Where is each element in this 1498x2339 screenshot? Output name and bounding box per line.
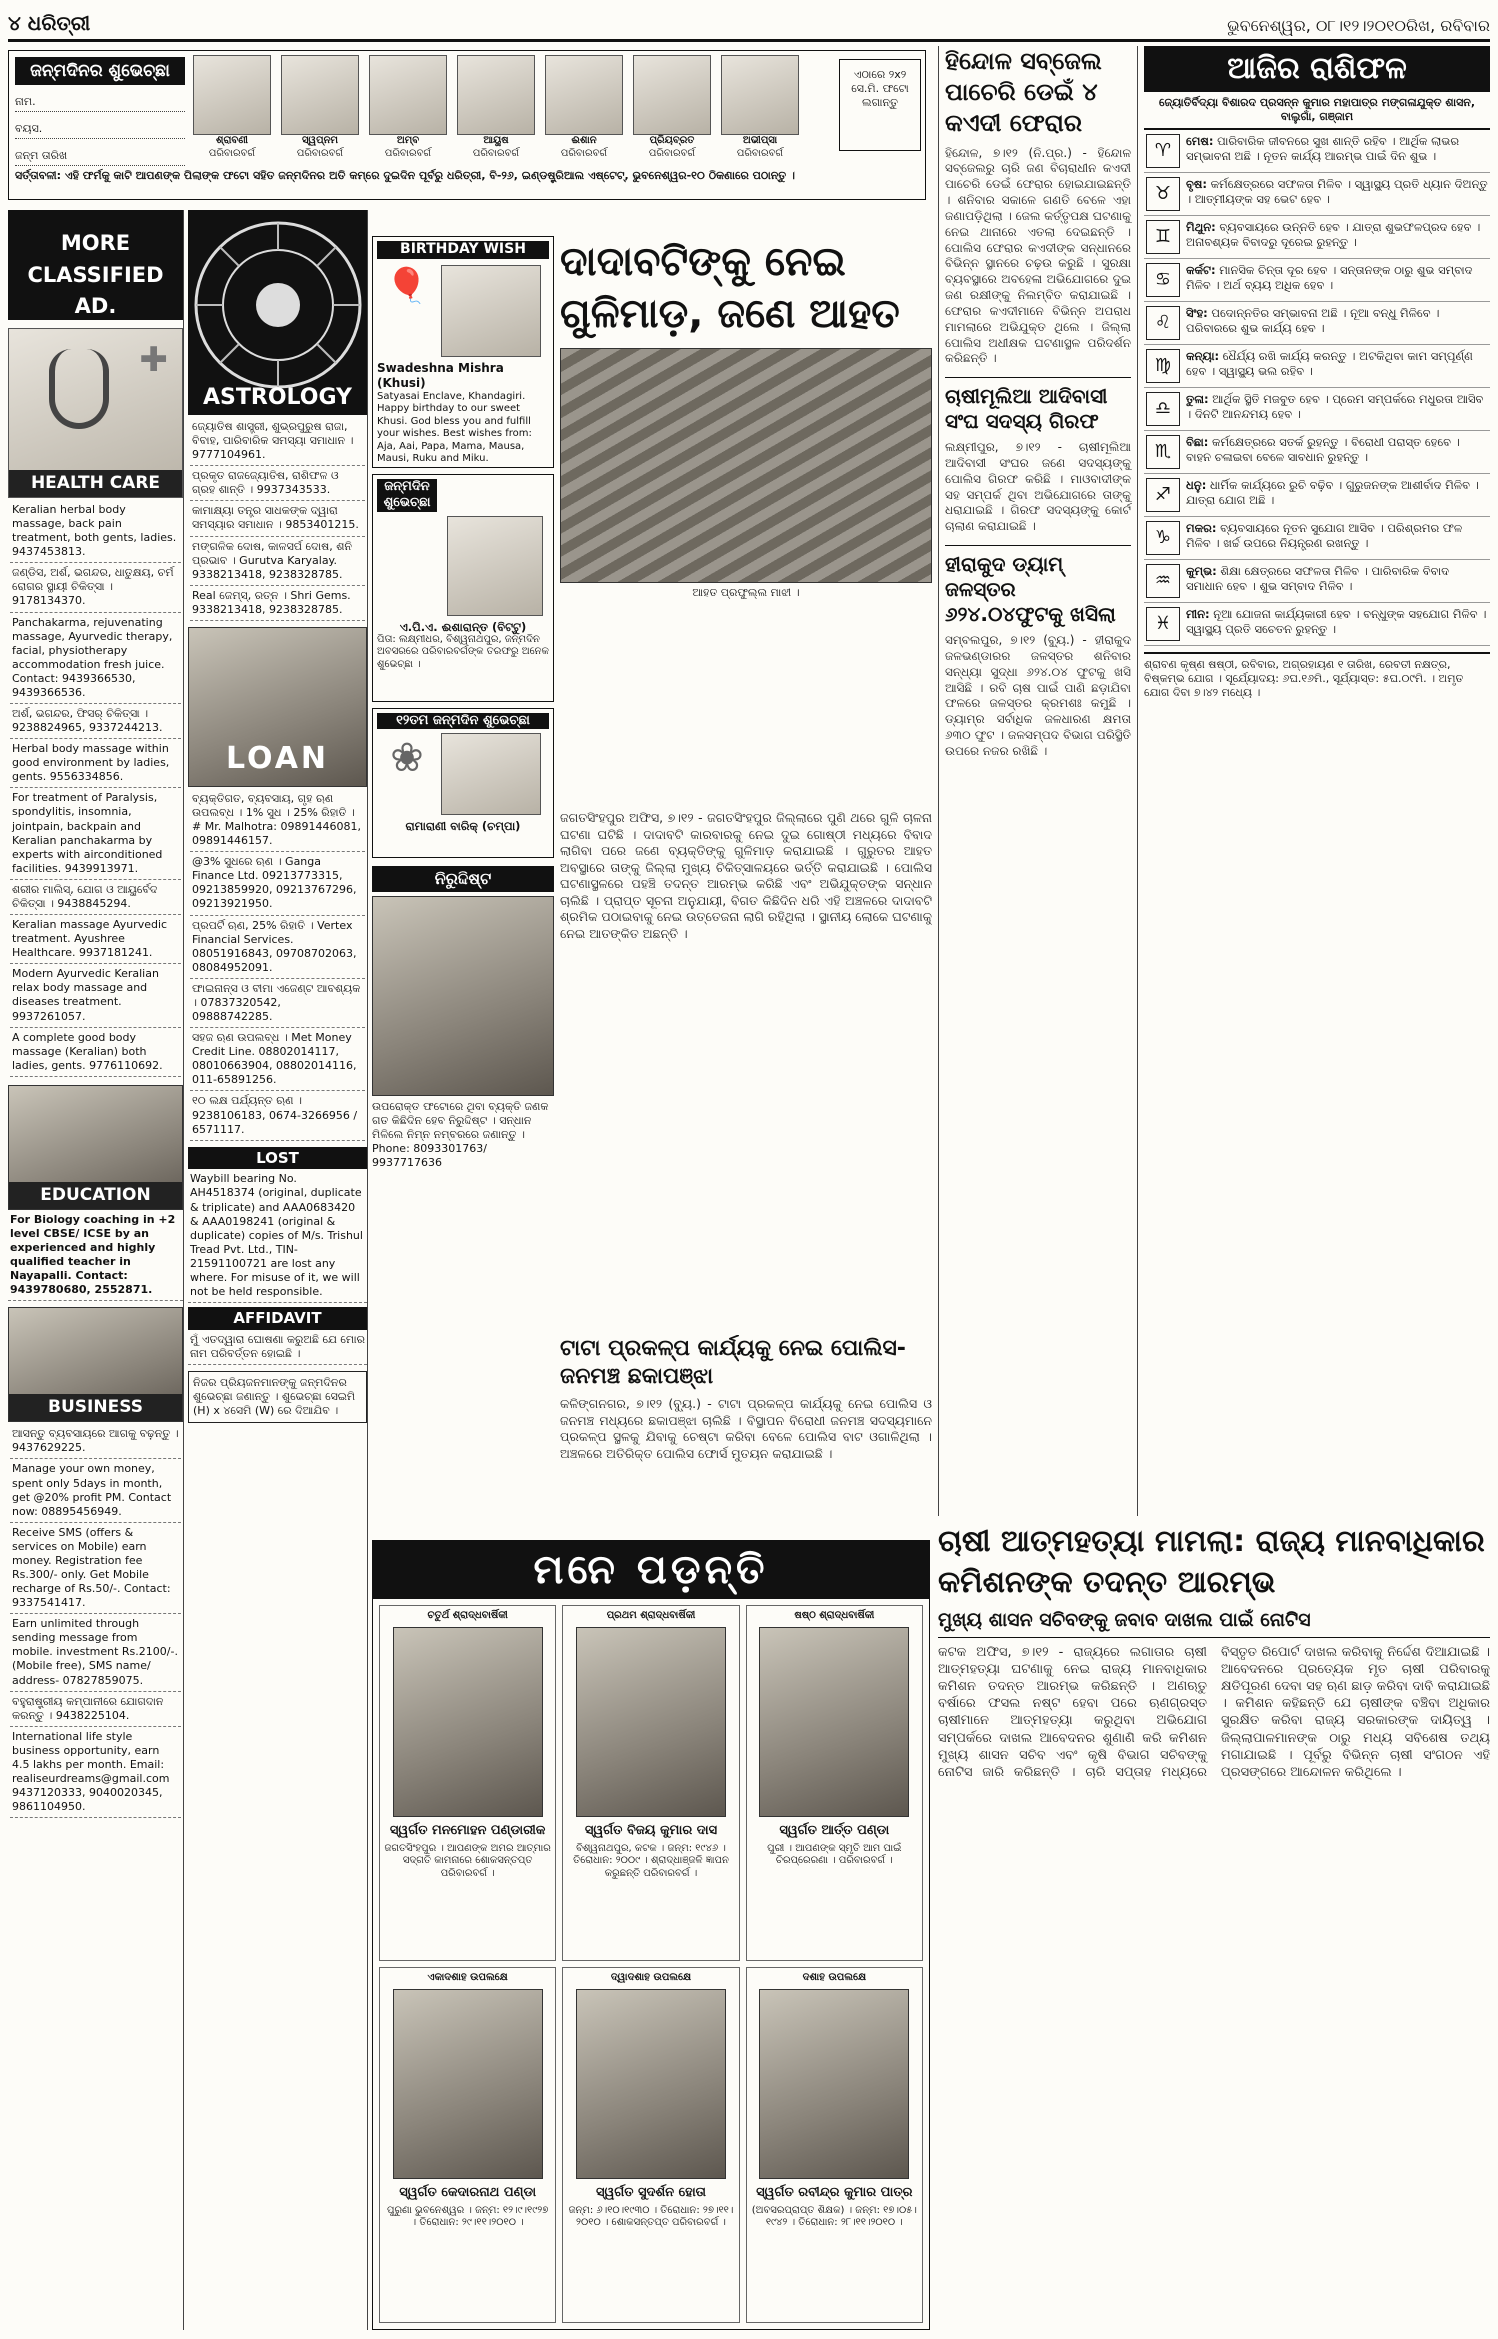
form-field-label: ନାମ. xyxy=(15,95,36,108)
birthday-photo-card xyxy=(367,55,449,169)
health-care-title: HEALTH CARE xyxy=(9,470,182,497)
education-banner xyxy=(8,1085,183,1210)
memorial-name: ସ୍ୱର୍ଗତ ମନମୋହନ ପଣ୍ଡାରୀକ xyxy=(389,1822,546,1838)
main-story-body: ଜଗତସିଂହପୁର ଅଫିସ, ୭।୧୨ - ଜଗତସିଂହପୁର ଜିଲ୍ଲାରେ ପୁଣି ଥରେ ଗୁଳି ଚାଳନା ଘଟଣା ଘଟିଛି । ଦାଦାବଟି କାରବାରକୁ ନେଇ ଦୁଇ ଗୋଷ୍ଠୀ ମଧ୍ୟରେ ବିବାଦ ଲାଗିବା ପରେ ଜଣେ ବ୍ୟକ୍ତିଙ୍କୁ ଗୁଳିମାଡ଼ କରାଯାଇଛି । ଗୁରୁତର ଆହତ ଅବସ୍ଥାରେ ତାଙ୍କୁ ଜିଲ୍ଲା ମୁଖ୍ୟ ଚିକିତ୍ସାଳୟରେ ଭର୍ତ୍ତି କରାଯାଇଛି । ପୋଲିସ ଘଟଣାସ୍ଥଳରେ ପହଞ୍ଚି ତଦନ୍ତ ଆରମ୍ଭ କରିଛି ଏବଂ ଅଭିଯୁକ୍ତଙ୍କ ସନ୍ଧାନ ଚାଲିଛି । ପ୍ରାପ୍ତ ସୂଚନା ଅନୁଯାୟୀ, ବିଗତ କିଛିଦିନ ଧରି ଏହି ଅଞ୍ଚଳରେ ଦାଦାବଟି ଶ୍ରମିକ ପଠାଇବାକୁ ନେଇ ଉତ୍ତେଜନା ଲାଗି ରହିଥିଲା । ସ୍ଥାନୀୟ ଲୋକେ ଘଟଣାକୁ ନେଇ ଆତଙ୍କିତ ଅଛନ୍ତି । xyxy=(560,810,932,941)
story2-headline: ଟାଟା ପ୍ରକଳ୍ପ କାର୍ଯ୍ୟକୁ ନେଇ ପୋଲିସ-ଜନମଞ୍ଚ ଛକାପଞ୍ଝା xyxy=(560,1336,906,1389)
classified-ad: Keralian herbal body massage, back pain treatment, both gents, ladies. 9437453813. xyxy=(10,500,181,563)
child-photo xyxy=(633,55,711,135)
memorial-grid xyxy=(373,1599,929,2329)
hirakud-headline: ହୀରାକୁଦ ଡ୍ୟାମ୍ ଜଳସ୍ତର ୬୨୪.୦୪ଫୁଟକୁ ଖସିଲା xyxy=(945,545,1131,627)
birthday-form-strip xyxy=(8,50,926,200)
rashi-name: ତୁଳା: xyxy=(1186,391,1209,406)
rashifal-signs-list xyxy=(1144,130,1490,646)
rashi-text xyxy=(1186,435,1488,469)
memorial-occasion: ଦଶାହ ଉପଲକ୍ଷେ xyxy=(802,1972,867,1983)
memorial-photo xyxy=(759,1989,909,2179)
cross-icon: ✚ xyxy=(139,340,168,380)
rashi-prediction: ନୂଆ ଯୋଜନା କାର୍ଯ୍ୟକାରୀ ହେବ । ବନ୍ଧୁଙ୍କ ସହଯୋଗ ମିଳିବ । ସ୍ୱାସ୍ଥ୍ୟ ପ୍ରତି ସଚେତନ ରୁହନ୍ତୁ । xyxy=(1186,606,1487,636)
child-photo xyxy=(369,55,447,135)
janmadina-box xyxy=(372,474,554,702)
hindol-body: ହିନ୍ଦୋଳ, ୭।୧୨ (ନି.ପ୍ର.) - ହିନ୍ଦୋଳ ସବ୍‌ଜେଲରୁ ଚାରି ଜଣ ବିଚାରାଧୀନ କଏଦୀ ପାଚେରି ଡେଇଁ ଫେରାର ହୋଇଯାଇଛନ୍ତି । ଶନିବାର ସକାଳେ ଗଣତି ବେଳେ ଏହା ଜଣାପଡ଼ିଥିଲା । ଜେଲ କର୍ତ୍ତୃପକ୍ଷ ଘଟଣାକୁ ନେଇ ଥାନାରେ ଏତଲା ଦେଇଛନ୍ତି । ପୋଲିସ ଫେରାର କଏଦୀଙ୍କ ସନ୍ଧାନରେ ବିଭିନ୍ନ ସ୍ଥାନରେ ଚଢ଼ଉ କରୁଛି । ସୁରକ୍ଷା ବ୍ୟବସ୍ଥାରେ ଅବହେଳା ଅଭିଯୋଗରେ ଦୁଇ ଜଣ ରକ୍ଷୀଙ୍କୁ ନିଲମ୍ବିତ କରାଯାଇଛି । ଫେରାର କଏଦୀମାନେ ବିଭିନ୍ନ ଅପରାଧ ମାମଲାରେ ଅଭିଯୁକ୍ତ ଥିଲେ । ଜିଲ୍ଲା ପୋଲିସ ଅଧୀକ୍ଷକ ଘଟଣାସ୍ଥଳ ପରିଦର୍ଶନ କରିଛନ୍ତି । xyxy=(945,145,1131,366)
photo-size-text: ଏଠାରେ ୨x୨ ସେ.ମି. ଫଟୋ ଲଗାନ୍ତୁ xyxy=(851,68,909,110)
rashi-name: ମିଥୁନ: xyxy=(1186,219,1216,234)
classified-ad: A complete good body massage (Keralian) both ladies, gents. 9776110692. xyxy=(10,1028,181,1077)
lost-title: LOST xyxy=(188,1147,367,1170)
stethoscope-icon xyxy=(49,349,109,429)
child-photo xyxy=(193,55,271,135)
birthday-photo-card xyxy=(719,55,801,169)
astrology-ad: Real ଜେମ୍ସ୍, ରତ୍ନ । Shri Gems. 9338213418, 9238328785. xyxy=(190,586,365,621)
rashi-text xyxy=(1186,349,1488,383)
birthday-form-footer: ସର୍ତ୍ତାବଳୀ: ଏହି ଫର୍ମକୁ କାଟି ଆପଣଙ୍କ ପିଲାଙ୍କ ଫଟୋ ସହିତ ଜନ୍ମଦିନର ଅତି କମ୍‌ରେ ଦୁଇଦିନ ପୂର୍ବରୁ ଧରିତ୍ରୀ, ବି-୨୬, ଇଣ୍ଡଷ୍ଟ୍ରିଆଲ ଏଷ୍ଟେଟ୍, ଭୁବନେଶ୍ୱର-୧୦ ଠିକଣାରେ ପଠାନ୍ତୁ । xyxy=(15,169,795,182)
rashi-text xyxy=(1186,306,1488,340)
loan-ad: @3% ସୁଧରେ ଋଣ । Ganga Finance Ltd. 09213773315, 09213859920, 09213767296, 09213921950. xyxy=(190,852,365,915)
rashi-row xyxy=(1144,603,1490,646)
memorial-section xyxy=(372,1540,930,2330)
rashi-text xyxy=(1186,521,1488,555)
rashi-text xyxy=(1186,607,1488,641)
anniversary-title: ୧୨ତମ ଜନ୍ମଦିନ ଶୁଭେଚ୍ଛା xyxy=(377,713,549,729)
memorial-name: ସ୍ୱର୍ଗତ ବିଜୟ କୁମାର ଦାସ xyxy=(584,1822,718,1838)
loan-ad: ସହଜ ଋଣ ଉପଲବ୍ଧ । Met Money Credit Line. 08802014117, 08010663904, 08802014116, 011-65891256. xyxy=(190,1028,365,1091)
rashi-prediction: ଶିକ୍ଷା କ୍ଷେତ୍ରରେ ସଫଳତା ମିଳିବ । ପାରିବାରିକ ବିବାଦ ସମାଧାନ ହେବ । ଶୁଭ ସମ୍ବାଦ ମିଳିବ । xyxy=(1186,563,1450,593)
lost-ad: Waybill bearing No. AH4518374 (original, duplicate & triplicate) and AAA0683420 & AAA0198241 (original & duplicate) copies of M/s. Trishul Tread Pvt. Ltd., TIN-21591100721 are lost any where. For misuse of it, we will not be held responsible. xyxy=(188,1169,367,1303)
right-news-column xyxy=(938,46,1138,1516)
story2-body: କଳିଙ୍ଗନଗର, ୭।୧୨ (ବ୍ୟୁ.) - ଟାଟା ପ୍ରକଳ୍ପ କାର୍ଯ୍ୟକୁ ନେଇ ପୋଲିସ ଓ ଜନମଞ୍ଚ ମଧ୍ୟରେ ଛକାପଞ୍ଝା ଚାଲିଛି । ବିସ୍ଥାପନ ବିରୋଧୀ ଜନମଞ୍ଚ ସଦସ୍ୟମାନେ ପ୍ରକଳ୍ପ ସ୍ଥଳକୁ ଯିବାକୁ ଚେଷ୍ଟା କରିବା ବେଳେ ପୋଲିସ ବାଟ ଓଗାଳିଥିଲା । ଅଞ୍ଚଳରେ ଅତିରିକ୍ତ ପୋଲିସ ଫୋର୍ସ ମୁତୟନ କରାଯାଇଛି । xyxy=(560,1396,932,1461)
child-photo xyxy=(545,55,623,135)
rashi-prediction: ବ୍ୟବସାୟରେ ଉନ୍ନତି ହେବ । ଯାତ୍ରା ଶୁଭଫଳପ୍ରଦ ହେବ । ଅନାବଶ୍ୟକ ବିବାଦରୁ ଦୂରେଇ ରୁହନ୍ତୁ । xyxy=(1186,219,1481,249)
memorial-name: ସ୍ୱର୍ଗତ ସୁଦର୍ଶନ ହୋତା xyxy=(595,2184,707,2200)
memorial-photo xyxy=(759,1627,909,1817)
family-note: ପରିବାରବର୍ଗ xyxy=(208,147,256,159)
rashi-text xyxy=(1186,134,1488,168)
panji-text: ଶ୍ରାବଣ କୃଷ୍ଣ ଷଷ୍ଠୀ, ରବିବାର, ଅଗ୍ରହାୟଣ ୧ ତାରିଖ, ରେବତୀ ନକ୍ଷତ୍ର, ବିଷ୍କମ୍ଭ ଯୋଗ । ସୂର୍ଯ୍ୟୋଦୟ: ୬ଘ.୧୬ମି., ସୂର୍ଯ୍ୟାସ୍ତ: ୫ଘ.୦୯ମି. । ଅମୃତ ଯୋଗ ଦିବା ୭।୪୨ ମଧ୍ୟେ । xyxy=(1144,652,1490,700)
astrology-ad: ମଙ୍ଗଳିକ ଦୋଷ, କାଳସର୍ପ ଦୋଷ, ଶନି ପ୍ରଭାବ । Gurutva Karyalay. 9338213418, 9238328785. xyxy=(190,537,365,586)
rashi-row xyxy=(1144,560,1490,603)
astrology-title: ASTROLOGY xyxy=(203,384,352,410)
astrology-banner xyxy=(188,210,367,415)
zodiac-sign-icon: ♌ xyxy=(1146,306,1180,340)
classified-ad: Modern Ayurvedic Keralian relax body massage and diseases treatment. 9937261057. xyxy=(10,964,181,1027)
loan-ad: ପ୍ରପର୍ଟି ଋଣ, 25% ରିହାତି । Vertex Financial Services. 08051916843, 09708702063, 08084952091. xyxy=(190,916,365,979)
classified-ad: ଶରୀର ମାଲିସ୍, ଯୋଗ ଓ ଆୟୁର୍ବେଦ ଚିକିତ୍ସା । 9438845294. xyxy=(10,880,181,915)
rashi-row xyxy=(1144,388,1490,431)
child-name: ଆୟୁଷ xyxy=(483,135,509,146)
health-ads-list xyxy=(8,498,183,1079)
family-note: ପରିବାରବର୍ଗ xyxy=(736,147,784,159)
memorial-name: ସ୍ୱର୍ଗତ ରବୀନ୍ଦ୍ର କୁମାର ପାତ୍ର xyxy=(756,2184,913,2200)
form-field-row xyxy=(15,149,185,166)
birthday-wish-box xyxy=(372,236,554,468)
rashi-prediction: କର୍ମକ୍ଷେତ୍ରରେ ସତର୍କ ରୁହନ୍ତୁ । ବିରୋଧୀ ପରାସ୍ତ ହେବେ । ବାହନ ଚଳାଇବା ବେଳେ ସାବଧାନ ରୁହନ୍ତୁ । xyxy=(1186,434,1460,464)
business-ad: Receive SMS (offers & services on Mobile) earn money. Registration fee Rs.300/- only. Get Mobile recharge of Rs.50/-. Contact: 9337541417. xyxy=(10,1523,181,1614)
health-care-banner xyxy=(8,328,183,498)
rashi-row xyxy=(1144,517,1490,560)
main-photo-caption: ଆହତ ପ୍ରଫୁଲ୍ଲ ମାଝୀ । xyxy=(692,586,800,599)
main-story-photo xyxy=(560,348,932,583)
memorial-title: ମନେ ପଡ଼ନ୍ତି xyxy=(373,1541,929,1599)
family-note: ପରିବାରବର୍ଗ xyxy=(560,147,608,159)
child-photo xyxy=(281,55,359,135)
zodiac-sign-icon: ♈ xyxy=(1146,134,1180,168)
rashi-row xyxy=(1144,259,1490,302)
rashi-prediction: ପାରିବାରିକ ଜୀବନରେ ସୁଖ ଶାନ୍ତି ରହିବ । ଆର୍ଥିକ ଲାଭର ସମ୍ଭାବନା ଅଛି । ନୂତନ କାର୍ଯ୍ୟ ଆରମ୍ଭ ପାଇଁ ଦିନ ଶୁଭ । xyxy=(1186,133,1460,163)
child-photo xyxy=(457,55,535,135)
rashifal-column xyxy=(1144,46,1490,1516)
rashi-name: କୁମ୍ଭ: xyxy=(1186,563,1217,578)
memorial-photo xyxy=(576,1627,726,1817)
child-name: Swadeshna Mishra (Khusi) xyxy=(377,360,504,390)
child-name: ସ୍ୱପ୍ନମ xyxy=(302,135,338,146)
loan-title: LOAN xyxy=(225,741,330,777)
zodiac-sign-icon: ♎ xyxy=(1146,392,1180,426)
memorial-card xyxy=(746,1967,923,2323)
zodiac-sign-icon: ♊ xyxy=(1146,220,1180,254)
astrology-ad: ପ୍ରକୃତ ରାଜଜ୍ୟୋତିଷ, ରାଶିଫଳ ଓ ଗ୍ରହ ଶାନ୍ତି । 9937343533. xyxy=(190,466,365,501)
rashi-name: ମୀନ: xyxy=(1186,606,1210,621)
child-name: ପ୍ରିୟବ୍ରତ xyxy=(649,135,695,146)
classified-ad: Panchakarma, rejuvenating massage, Ayurvedic therapy, facial, physiotherapy accommodation fresh juice. Contact: 9439366530, 9439366536. xyxy=(10,613,181,704)
birthday-form-title: ଜନ୍ମଦିନର ଶୁଭେଚ୍ଛା xyxy=(15,57,185,85)
memorial-name: ସ୍ୱର୍ଗତ କେଦାରନାଥ ପଣ୍ଡା xyxy=(399,2184,537,2200)
rashi-prediction: ଆର୍ଥିକ ସ୍ଥିତି ମଜବୁତ ହେବ । ପ୍ରେମ ସମ୍ପର୍କରେ ମଧୁରତା ଆସିବ । ଦିନଟି ଆନନ୍ଦମୟ ହେବ । xyxy=(1186,391,1484,421)
zodiac-sign-icon: ♑ xyxy=(1146,521,1180,555)
memorial-occasion: ଷଷ୍ଠ ଶ୍ରାଦ୍ଧବାର୍ଷିକୀ xyxy=(794,1610,875,1621)
zodiac-sign-icon: ♍ xyxy=(1146,349,1180,383)
bottom-ad: ନିଜର ପ୍ରିୟଜନମାନଙ୍କୁ ଜନ୍ମଦିନର ଶୁଭେଚ୍ଛା ଜଣାନ୍ତୁ । ଶୁଭେଚ୍ଛା ସେଇମି (H) x ୪ସେମି (W) ରେ ଦିଆଯିବ । xyxy=(188,1371,367,1423)
memorial-text: ବିଶ୍ୱନାଥପୁର, କଟକ । ଜନ୍ମ: ୧୯୪୬ । ତିରୋଧାନ: ୨୦୦୯ । ଶ୍ରାଦ୍ଧାଞ୍ଜଳି ଜ୍ଞାପନ କରୁଛନ୍ତି ପରିବାରବର୍ଗ । xyxy=(573,1842,729,1879)
child-name: ଈଶାନ xyxy=(571,135,597,146)
anniversary-box xyxy=(372,708,554,858)
chasi-body: ଲକ୍ଷ୍ମୀପୁର, ୭।୧୨ - ଚାଷୀମୂଲିଆ ଆଦିବାସୀ ସଂଘର ଜଣେ ସଦସ୍ୟଙ୍କୁ ପୋଲିସ ଗିରଫ କରିଛି । ମାଓବାଦୀଙ୍କ ସହ ସମ୍ପର୍କ ଥିବା ଅଭିଯୋଗରେ ତାଙ୍କୁ ଧରାଯାଇଛି । ଗିରଫ ସଦସ୍ୟଙ୍କୁ କୋର୍ଟ ଚାଲାଣ କରାଯାଇଛି । xyxy=(945,440,1131,534)
memorial-photo xyxy=(576,1989,726,2179)
girl-photo xyxy=(441,733,541,815)
family-note: ପରିବାରବର୍ଗ xyxy=(472,147,520,159)
business-banner xyxy=(8,1307,183,1422)
lower-story xyxy=(938,1522,1490,2332)
boy-photo xyxy=(447,516,543,616)
zodiac-sign-icon: ♋ xyxy=(1146,263,1180,297)
business-title: BUSINESS xyxy=(9,1394,182,1421)
child-name: ଅମ୍ବ xyxy=(396,135,420,146)
balloons-icon: 🎈 xyxy=(385,265,429,306)
rashi-row xyxy=(1144,216,1490,259)
rashi-prediction: ମାନସିକ ଚିନ୍ତା ଦୂର ହେବ । ସନ୍ତାନଙ୍କ ଠାରୁ ଶୁଭ ସମ୍ବାଦ ମିଳିବ । ଅର୍ଥ ବ୍ୟୟ ଅଧିକ ହେବ । xyxy=(1186,262,1473,292)
rashi-name: ବିଛା: xyxy=(1186,434,1209,449)
wishes-column xyxy=(372,236,554,1526)
memorial-occasion: ଏକାଦଶାହ ଉପଲକ୍ଷେ xyxy=(427,1972,508,1983)
memorial-text: ପୁରୀ । ଆପଣଙ୍କ ସ୍ମୃତି ଆମ ପାଇଁ ଚିରପ୍ରେରଣା । ପରିବାରବର୍ଗ । xyxy=(767,1842,902,1867)
memorial-text: (ଅବସରପ୍ରାପ୍ତ ଶିକ୍ଷକ) । ଜନ୍ମ: ୧୭।୦୫।୧୯୪୨ । ତିରୋଧାନ: ୨୮।୧୧।୨୦୧୦ । xyxy=(751,2204,917,2229)
rashi-name: କର୍କଟ: xyxy=(1186,262,1216,277)
form-field-label: ଜନ୍ମ ତାରିଖ xyxy=(15,149,68,163)
loan-banner xyxy=(188,627,367,787)
classified-ad: ଅର୍ଶ, ଭଗନ୍ଦର, ଫିସର୍ ଚିକିତ୍ସା । 9238824965, 9337244213. xyxy=(10,704,181,739)
zodiac-sign-icon: ♉ xyxy=(1146,177,1180,211)
education-ad: For Biology coaching in +2 level CBSE/ ICSE by an experienced and highly qualified teacher in Nayapalli. Contact: 9439780680, 2552871. xyxy=(8,1210,183,1301)
affidavit-ad: ମୁଁ ଏତଦ୍ୱାରା ଘୋଷଣା କରୁଅଛି ଯେ ମୋର ନାମ ପରିବର୍ତ୍ତନ ହୋଇଛି । xyxy=(188,1330,367,1365)
rashi-row xyxy=(1144,474,1490,517)
flower-icon: ❀ xyxy=(390,735,424,782)
loan-ad: ଫାଇନାନ୍ସ ଓ ବୀମା ଏଜେଣ୍ଟ ଆବଶ୍ୟକ । 07837320542, 09888742285. xyxy=(190,979,365,1028)
memorial-text: ଜଗତସିଂହପୁର । ଆପଣଙ୍କ ଅମର ଆତ୍ମାର ସଦ୍‌ଗତି କାମନାରେ ଶୋକସନ୍ତପ୍ତ ପରିବାରବର୍ଗ । xyxy=(384,1842,551,1879)
birthday-photo-card xyxy=(279,55,361,169)
photo-size-box xyxy=(839,59,921,151)
astrology-ad: ଜ୍ୟୋତିଷ ଶାସ୍ତ୍ରୀ, ଶୁଭ୍ରପୁରୁଷ ରାଜା, ବିବାହ, ପାରିବାରିକ ସମସ୍ୟା ସମାଧାନ । 9777104961. xyxy=(190,417,365,466)
janmadina-title: ଜନ୍ମଦିନ ଶୁଭେଚ୍ଛା xyxy=(377,479,437,512)
business-ad: Manage your own money, spent only 5days in month, get @20% profit PM. Contact now: 08895456949. xyxy=(10,1459,181,1522)
memorial-card xyxy=(379,1967,556,2323)
missing-person-photo xyxy=(372,896,554,1096)
rashi-text xyxy=(1186,564,1488,598)
birthday-wish-title: BIRTHDAY WISH xyxy=(377,241,549,259)
more-classified-title: MORE CLASSIFIED AD. xyxy=(27,231,164,318)
lower-subhead: ମୁଖ୍ୟ ଶାସନ ସଚିବଙ୍କୁ ଜବାବ ଦାଖଲ ପାଇଁ ନୋଟିସ xyxy=(938,1609,1490,1638)
zodiac-sign-icon: ♏ xyxy=(1146,435,1180,469)
family-note: ପରିବାରବର୍ଗ xyxy=(648,147,696,159)
hirakud-body: ସମ୍ବଲପୁର, ୭।୧୨ (ବ୍ୟୁ.) - ହୀରାକୁଦ ଜଳଭଣ୍ଡାରର ଜଳସ୍ତର ଶନିବାର ସନ୍ଧ୍ୟା ସୁଦ୍ଧା ୬୨୪.୦୪ ଫୁଟକୁ ଖସି ଆସିଛି । ରବି ଚାଷ ପାଇଁ ପାଣି ଛଡ଼ାଯିବା ଫଳରେ ଜଳସ୍ତର କ୍ରମଶଃ କମୁଛି । ଡ୍ୟାମ୍‌ର ସର୍ବାଧିକ ଜଳଧାରଣ କ୍ଷମତା ୬୩୦ ଫୁଟ । ଜଳସମ୍ପଦ ବିଭାଗ ପରିସ୍ଥିତି ଉପରେ ନଜର ରଖିଛି । xyxy=(945,633,1131,758)
memorial-name: ସ୍ୱର୍ଗତ ଆର୍ତ୍ତ ପଣ୍ଡା xyxy=(779,1822,890,1838)
rashi-name: ସିଂହ: xyxy=(1186,305,1208,320)
lower-headline: ଚାଷୀ ଆତ୍ମହତ୍ୟା ମାମଲା: ରାଜ୍ୟ ମାନବାଧିକାର କମିଶନଙ୍କ ତଦନ୍ତ ଆରମ୍ଭ xyxy=(938,1524,1485,1600)
memorial-card xyxy=(379,1605,556,1961)
memorial-photo xyxy=(393,1989,543,2179)
rashi-name: ଧନୁ: xyxy=(1186,477,1207,492)
memorial-card xyxy=(562,1967,739,2323)
child-name: ଶ୍ରାବଣୀ xyxy=(216,135,248,146)
hindol-headline: ହିନ୍ଦୋଳ ସବ୍‌ଜେଲ ପାଚେରି ଡେଇଁ ୪ କଏଦୀ ଫେରାର xyxy=(945,47,1102,138)
business-ad: International life style business opportunity, earn 4.5 lakhs per month. Email: realiseurdreams@gmail.com 9437120333, 9040020345, 9861104950. xyxy=(10,1727,181,1818)
rashi-prediction: ଧାର୍ମିକ କାର୍ଯ୍ୟରେ ରୁଚି ବଢ଼ିବ । ଗୁରୁଜନଙ୍କ ଆଶୀର୍ବାଦ ମିଳିବ । ଯାତ୍ରା ଯୋଗ ଅଛି । xyxy=(1186,477,1479,507)
classified-ad: For treatment of Paralysis, spondylitis, insomnia, jointpain, backpain and Keralian panchakarma by experts with airconditioned facilities. 9439913971. xyxy=(10,788,181,879)
rashi-prediction: ପଦୋନ୍ନତିର ସମ୍ଭାବନା ଅଛି । ନୂଆ ବନ୍ଧୁ ମିଳିବେ । ପରିବାରରେ ଶୁଭ କାର୍ଯ୍ୟ ହେବ । xyxy=(1186,305,1440,335)
memorial-occasion: ପ୍ରଥମ ଶ୍ରାଦ୍ଧବାର୍ଷିକୀ xyxy=(606,1610,696,1621)
memorial-text: ଜନ୍ମ: ୬।୧୦।୧୯୩୦ । ତିରୋଧାନ: ୨୭।୧୧।୨୦୧୦ । ଶୋକସନ୍ତପ୍ତ ପରିବାରବର୍ଗ । xyxy=(568,2204,734,2229)
astrology-column xyxy=(188,210,368,2330)
birthday-photo-card xyxy=(455,55,537,169)
rashi-text xyxy=(1186,220,1488,254)
classified-ad: Keralian massage Ayurvedic treatment. Ayushree Healthcare. 9937181241. xyxy=(10,915,181,964)
rashi-text xyxy=(1186,177,1488,211)
classified-ad: Herbal body massage within good environment by ladies, gents. 9556334856. xyxy=(10,739,181,788)
affidavit-title: AFFIDAVIT xyxy=(188,1307,367,1330)
memorial-occasion: ଦ୍ୱାଦଶାହ ଉପଲକ୍ଷେ xyxy=(610,1972,692,1983)
zodiac-sign-icon: ♐ xyxy=(1146,478,1180,512)
astrology-ad: କାମାକ୍ଷ୍ୟା ତନ୍ତ୍ର ସାଧକଙ୍କ ଦ୍ୱାରା ସମସ୍ୟାର ସମାଧାନ । 9853401215. xyxy=(190,501,365,536)
family-note: ପରିବାରବର୍ଗ xyxy=(384,147,432,159)
child-name: ଅଭୀପ୍ସା xyxy=(742,135,778,146)
girl-name: ରାମାରାଣୀ ବାରିକ୍ (ଚମ୍ପା) xyxy=(405,819,521,834)
boy-wish-text: ପିତା: ଲକ୍ଷ୍ମୀଧର, ବିଶ୍ୱନାଥପୁର, ଜନ୍ମଦିନ ଅବସରରେ ପରିବାରବର୍ଗଙ୍କ ତରଫରୁ ଅନେକ ଶୁଭେଚ୍ଛା । xyxy=(377,633,549,670)
memorial-card xyxy=(562,1605,739,1961)
page-label: ୪ ଧରିତ୍ରୀ xyxy=(8,11,91,35)
page-header xyxy=(8,6,1490,42)
business-ad: Earn unlimited through sending message from mobile. investment Rs.2100/-. (Mobile free), SMS name/ address- 07827859075. xyxy=(10,1614,181,1691)
rashi-text xyxy=(1186,263,1488,297)
more-classified-banner xyxy=(8,210,183,320)
missing-text: ଉପରୋକ୍ତ ଫଟୋରେ ଥିବା ବ୍ୟକ୍ତି ଜଣକ ଗତ କିଛିଦିନ ହେବ ନିରୁଦ୍ଦିଷ୍ଟ । ସନ୍ଧାନ ମିଳିଲେ ନିମ୍ନ ନମ୍ବରରେ ଜଣାନ୍ତୁ । Phone: 8093301763/ 9937717636 xyxy=(372,1100,549,1170)
lower-body: କଟକ ଅଫିସ, ୭।୧୨ - ରାଜ୍ୟରେ ଲଗାତାର ଚାଷୀ ଆତ୍ମହତ୍ୟା ଘଟଣାକୁ ନେଇ ରାଜ୍ୟ ମାନବାଧିକାର କମିଶନ ତଦନ୍ତ ଆରମ୍ଭ କରିଛନ୍ତି । ଅଣଋତୁ ବର୍ଷାରେ ଫସଲ ନଷ୍ଟ ହେବା ପରେ ଋଣଗ୍ରସ୍ତ ଚାଷୀମାନେ ଆତ୍ମହତ୍ୟା କରୁଥିବା ଅଭିଯୋଗ ସମ୍ପର୍କରେ ଦାଖଲ ଆବେଦନର ଶୁଣାଣି କରି କମିଶନ ମୁଖ୍ୟ ଶାସନ ସଚିବ ଏବଂ କୃଷି ବିଭାଗ ସଚିବଙ୍କୁ ନୋଟିସ ଜାରି କରିଛନ୍ତି । ଚାରି ସପ୍ତାହ ମଧ୍ୟରେ ବିସ୍ତୃତ ରିପୋର୍ଟ ଦାଖଲ କରିବାକୁ ନିର୍ଦ୍ଦେଶ ଦିଆଯାଇଛି । ଆବେଦନରେ ପ୍ରତ୍ୟେକ ମୃତ ଚାଷୀ ପରିବାରକୁ କ୍ଷତିପୂରଣ ଦେବା ସହ ଋଣ ଛାଡ଼ କରିବା ଦାବି କରାଯାଇଛି । କମିଶନ କହିଛନ୍ତି ଯେ ଚାଷୀଙ୍କ ବଞ୍ଚିବା ଅଧିକାର ସୁରକ୍ଷିତ କରିବା ରାଜ୍ୟ ସରକାରଙ୍କ ଦାୟିତ୍ୱ । ଜିଲ୍ଲାପାଳମାନଙ୍କ ଠାରୁ ମଧ୍ୟ ସବିଶେଷ ତଥ୍ୟ ମଗାଯାଇଛି । ପୂର୍ବରୁ ବିଭିନ୍ନ ଚାଷୀ ସଂଗଠନ ଏହି ପ୍ରସଙ୍ଗରେ ଆନ୍ଦୋଳନ କରିଥିଲେ । xyxy=(938,1644,1490,1780)
rashifal-byline: ଜ୍ୟୋତିର୍ବିଦ୍ୟା ବିଶାରଦ ପ୍ରସନ୍ନ କୁମାର ମହାପାତ୍ର ମଙ୍ଗଳାଯୁକ୍ତ ଶାସନ, ବାଲୁଗାଁ, ଗଞ୍ଜାମ xyxy=(1144,92,1490,130)
child-wish-text: Satyasai Enclave, Khandagiri. Happy birthday to our sweet Khusi. God bless you and fulfill your wishes. Best wishes from: Aja, Aai, Papa, Mama, Mausa, Mausi, Ruku and Miku. xyxy=(377,390,532,464)
memorial-card xyxy=(746,1605,923,1961)
rashi-name: ମେଷ: xyxy=(1186,133,1214,148)
child-photo xyxy=(721,55,799,135)
loan-ad: ବ୍ୟକ୍ତିଗତ, ବ୍ୟବସାୟ, ଗୃହ ଋଣ ଉପଲବ୍ଧ । 1% ସୁଧ । 25% ରିହାତି । # Mr. Malhotra: 09891446081, 09891446157. xyxy=(190,789,365,852)
loan-ads-list xyxy=(188,787,367,1143)
business-ad: ଆସନ୍ତୁ ବ୍ୟବସାୟରେ ଆଗକୁ ବଢ଼ନ୍ତୁ । 9437629225. xyxy=(10,1424,181,1459)
birthday-photo-card xyxy=(543,55,625,169)
story-2 xyxy=(560,1335,932,1515)
classified-ad: ଜଣ୍ଡିସ, ଅର୍ଶ, ଭଗନ୍ଦର, ଧାତୁକ୍ଷୟ, ଚର୍ମ ରୋଗର ସ୍ଥାୟୀ ଚିକିତ୍ସା । 9178134370. xyxy=(10,563,181,612)
missing-title: ନିରୁଦ୍ଦିଷ୍ଟ xyxy=(372,866,554,892)
family-note: ପରିବାରବର୍ଗ xyxy=(296,147,344,159)
business-ad: ବହୁରାଷ୍ଟ୍ରୀୟ କମ୍ପାନୀରେ ଯୋଗଦାନ କରନ୍ତୁ । 9438225104. xyxy=(10,1692,181,1727)
rashi-name: ବୃଷ: xyxy=(1186,176,1207,191)
education-title: EDUCATION xyxy=(9,1182,182,1209)
business-ads-list xyxy=(8,1422,183,1820)
memorial-occasion: ଚତୁର୍ଥ ଶ୍ରାଦ୍ଧବାର୍ଷିକୀ xyxy=(427,1610,508,1621)
birthday-photo-card xyxy=(631,55,713,169)
rashi-row xyxy=(1144,431,1490,474)
memorial-photo xyxy=(393,1627,543,1817)
astrology-ads-list xyxy=(188,415,367,623)
main-headline: ଦାଦାବଟିଙ୍କୁ ନେଇ ଗୁଳିମାଡ଼, ଜଣେ ଆହତ xyxy=(560,239,900,337)
rashi-prediction: ବ୍ୟବସାୟରେ ନୂତନ ସୁଯୋଗ ଆସିବ । ପରିଶ୍ରମର ଫଳ ମିଳିବ । ଖର୍ଚ୍ଚ ଉପରେ ନିୟନ୍ତ୍ରଣ ରଖନ୍ତୁ । xyxy=(1186,520,1463,550)
rashi-row xyxy=(1144,130,1490,173)
rashi-name: କନ୍ୟା: xyxy=(1186,348,1220,363)
rashi-row xyxy=(1144,302,1490,345)
zodiac-sign-icon: ♓ xyxy=(1146,607,1180,641)
rashi-prediction: ଧୈର୍ଯ୍ୟ ରଖି କାର୍ଯ୍ୟ କରନ୍ତୁ । ଅଟକିଥିବା କାମ ସମ୍ପୂର୍ଣ୍ଣ ହେବ । ସ୍ୱାସ୍ଥ୍ୟ ଭଲ ରହିବ । xyxy=(1186,348,1473,378)
child-photo xyxy=(441,265,541,357)
rashi-row xyxy=(1144,173,1490,216)
form-field-row xyxy=(15,95,185,112)
rashi-row xyxy=(1144,345,1490,388)
zodiac-sign-icon: ♒ xyxy=(1146,564,1180,598)
rashi-text xyxy=(1186,478,1488,512)
chasi-headline: ଚାଷୀମୂଲିଆ ଆଦିବାସୀ ସଂଘ ସଦସ୍ୟ ଗିରଫ xyxy=(945,377,1131,434)
birthday-photo-card xyxy=(191,55,273,169)
form-field-row xyxy=(15,122,185,139)
birthday-form-fields xyxy=(15,95,185,176)
birthday-photo-row xyxy=(191,55,801,169)
rashi-name: ମକର: xyxy=(1186,520,1217,535)
memorial-text: ପୁରୁଣା ଭୁବନେଶ୍ୱର । ଜନ୍ମ: ୧୨।୯।୧୯୨୭ । ତିରୋଧାନ: ୨୯।୧୧।୨୦୧୦ । xyxy=(386,2204,549,2229)
rashi-prediction: କର୍ମକ୍ଷେତ୍ରରେ ସଫଳତା ମିଳିବ । ସ୍ୱାସ୍ଥ୍ୟ ପ୍ରତି ଧ୍ୟାନ ଦିଅନ୍ତୁ । ଆତ୍ମୀୟଙ୍କ ସହ ଭେଟ ହେବ । xyxy=(1186,176,1488,206)
boy-name: ଏ.ପି.ଏ. ଈଶାରାନ୍ତ (ବିଟ୍ଟୁ) xyxy=(399,619,527,634)
classified-column xyxy=(8,210,184,2330)
rashi-text xyxy=(1186,392,1488,426)
form-field-label: ବୟସ. xyxy=(15,122,43,136)
loan-ad: ୧୦ ଲକ୍ଷ ପର୍ଯ୍ୟନ୍ତ ଋଣ । 9238106183, 0674-3266956 / 6571117. xyxy=(190,1091,365,1140)
rashifal-title: ଆଜିର ରାଶିଫଳ xyxy=(1144,46,1490,92)
dateline: ଭୁବନେଶ୍ୱର, ୦୮।୧୨।୨୦୧୦ରିଖ, ରବିବାର xyxy=(1227,16,1490,35)
